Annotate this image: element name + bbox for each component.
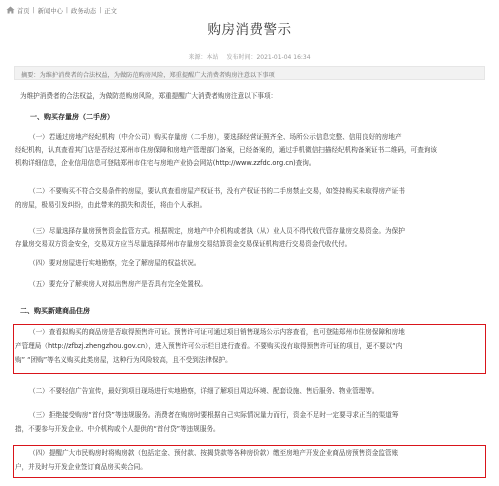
s2-p3-line-1: （三）拒绝接受购房“首付贷”等违规服务。消费者在购房时要根据自己实际情况量力而行，资金不足时一定要寻求正当的渠道筹 bbox=[29, 411, 399, 419]
s2-p2: （二）不要轻信广告宣传，最好到项目现场进行实地勘察，详细了解项目周边环境、配套设施、售后服务、物业管理等。 bbox=[29, 387, 379, 395]
s2-p1-line-2: 产管理局（http://zfbzj.zhengzhou.gov.cn），进入预售许可公示栏目进行查看。不要购买没有取得预售许可证的项目，更不要以“内 bbox=[15, 342, 403, 350]
highlight-box-escrow-payment bbox=[13, 445, 486, 478]
highlight-box-new-housing-permit bbox=[13, 324, 486, 374]
s2-p3-line-2: 措，不要参与开发企业、中介机构或个人提供的“首付贷”等违规服务。 bbox=[15, 425, 220, 433]
s1-p1-line-3: 机构详细信息，企业信用信息可登陆郑州市住宅与房地产业协会网站(http://www.zzfdc.org.cn)查询。 bbox=[15, 159, 316, 167]
breadcrumb-gov-updates-link[interactable]: 政务动态 bbox=[71, 7, 97, 15]
breadcrumb bbox=[6, 4, 117, 16]
home-icon[interactable] bbox=[6, 6, 15, 14]
s2-p4-line-1: （四）提醒广大市民购房时将购房款（包括定金、预付款、按揭贷款等各种房价款）缴至房地产开发企业商品房预售资金监管账 bbox=[29, 449, 399, 457]
s1-p1-line-1: （一）若通过房地产经纪机构（中介公司）购买存量房（二手房），要选择经营证照齐全、场所公示信息完整、信用良好的房地产 bbox=[29, 133, 402, 141]
s2-p4-line-2: 户，并及时与开发企业签订商品房买卖合同。 bbox=[15, 463, 147, 471]
s2-p1-line-1: （一）查看拟购买的商品房是否取得预售许可证。预售许可证可通过项目销售现场公示内容查看，也可登陆郑州市住房保障和房地 bbox=[29, 328, 405, 336]
article-meta bbox=[0, 52, 499, 61]
s1-p3-line-1: （三）尽量选择存量房预售资金监管方式。根据规定，房地产中介机构或者执（从）业人员不得代收代管存量房交易资金。为保护 bbox=[29, 227, 405, 235]
article-summary: 摘要：为维护消费者的合法权益，为做防范购房风险，郑重提醒广大消费者购房注意以下事项 bbox=[14, 66, 485, 80]
breadcrumb-news-center-link[interactable]: 新闻中心 bbox=[37, 7, 63, 15]
s1-p2-line-2: 的房屋，极易引发纠纷，由此带来的损失和责任，将由个人承担。 bbox=[15, 201, 207, 209]
breadcrumb-separator: | bbox=[99, 6, 102, 14]
breadcrumb-separator: | bbox=[32, 6, 35, 14]
breadcrumb-home-link[interactable]: 首页 bbox=[17, 7, 30, 15]
s1-p3-line-2: 存量房交易双方资金安全，交易双方应当尽量选择郑州市存量房交易结算资金交易保证机构进行交易资金代收代付。 bbox=[15, 240, 352, 248]
s1-p2-line-1: （二）不要购买不符合交易条件的房屋，要认真查看房屋产权证书，没有产权证书的二手房禁止交易，如签持购买未取得房产证书 bbox=[29, 187, 405, 195]
breadcrumb-current: 正文 bbox=[104, 7, 117, 15]
s1-p1-line-2: 经纪机构，认真查看其门店是否经过郑州市住房保障和房地产管理部门备案，已经备案的，通过手机微信扫描经纪机构备案证书二维码，可查询该 bbox=[15, 146, 437, 154]
intro-paragraph: 为维护消费者的合法权益，为做防范购房风险，郑重提醒广大消费者购房注意以下事项： bbox=[20, 92, 278, 100]
section-1-heading: 一、购买存量房（二手房） bbox=[30, 113, 114, 121]
page-title: 购房消费警示 bbox=[207, 22, 292, 38]
section-2-heading: 二、购买新建商品住房 bbox=[20, 307, 90, 315]
breadcrumb-separator: | bbox=[65, 6, 69, 14]
article-published-time: 发布时间：2021-01-04 16:34 bbox=[226, 54, 311, 61]
s1-p4: （四）要对房屋进行实地勘察，完全了解房屋的权益状况。 bbox=[29, 259, 201, 267]
s2-p1-line-3: 购” “团购”等名义购买此类房屋，这种行为风险较高，且不受到法律保护。 bbox=[15, 356, 232, 364]
s1-p5: （五）要充分了解卖房人对拟出售房产是否具有完全处置权。 bbox=[29, 280, 208, 288]
article-source: 来源：本站 bbox=[188, 54, 219, 61]
